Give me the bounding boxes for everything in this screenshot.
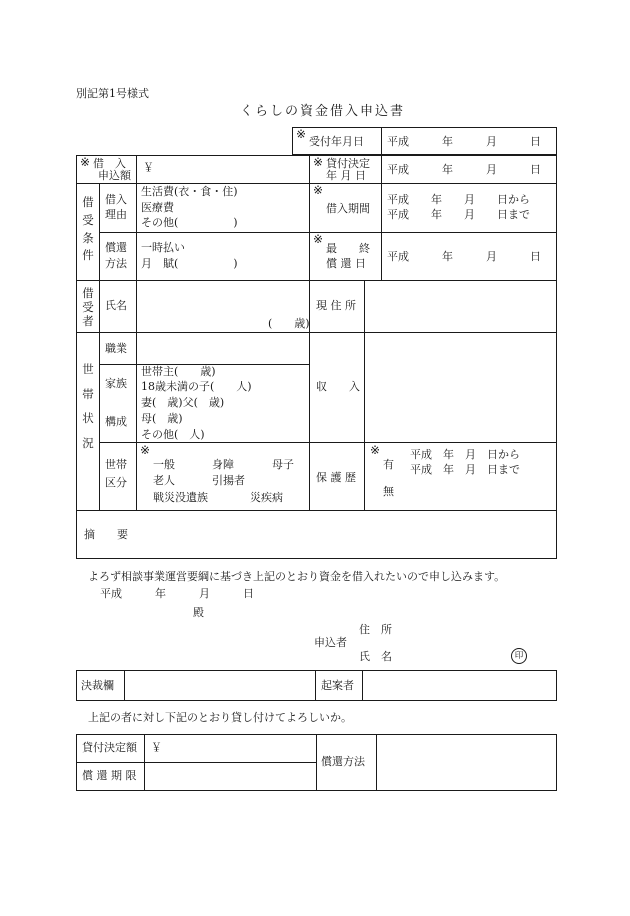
loan-note: 上記の者に対し下記のとおり貸し付けてよろしいか。 bbox=[88, 711, 352, 724]
period-label: 借入期間 bbox=[326, 202, 370, 215]
category-general: 一般 bbox=[153, 458, 175, 471]
category-disaster-illness: 災疾病 bbox=[250, 491, 283, 504]
family-line-1: 世帯主( 歳) bbox=[141, 365, 216, 378]
addressee: 殿 bbox=[193, 606, 204, 619]
decision-label-2: 年 月 日 bbox=[326, 169, 366, 182]
protection-mark: ※ bbox=[370, 443, 381, 457]
reception-date-value: 平成 年 月 日 bbox=[387, 135, 541, 148]
reception-mark: ※ bbox=[296, 127, 307, 141]
decision-date-value: 平成 年 月 日 bbox=[387, 163, 541, 176]
reason-line-3: その他( ) bbox=[141, 216, 238, 229]
period-mark: ※ bbox=[313, 183, 324, 197]
category-war-bereaved: 戦災没遺族 bbox=[153, 491, 208, 504]
applicant-name-label: 氏 名 bbox=[359, 650, 392, 663]
income-label: 収 入 bbox=[316, 380, 360, 393]
family-label-1: 家族 bbox=[105, 377, 127, 390]
repay-label-2: 方法 bbox=[105, 257, 127, 270]
final-date-value: 平成 年 月 日 bbox=[387, 250, 541, 263]
applicant-label: 申込者 bbox=[314, 636, 347, 649]
drafter-label: 起案者 bbox=[321, 679, 354, 692]
category-repatriate: 引揚者 bbox=[212, 474, 245, 487]
declaration-text: よろず相談事業運営要綱に基づき上記のとおり資金を借入れたいので申し込みます。 bbox=[88, 570, 506, 583]
age-field: ( 歳) bbox=[268, 317, 310, 330]
family-label-2: 構成 bbox=[105, 415, 127, 428]
category-label-1: 世帯 bbox=[105, 458, 127, 471]
loan-conditions-group-label: 借受条件 bbox=[82, 195, 94, 263]
loan-amount-value: ￥ bbox=[151, 741, 162, 754]
job-label: 職業 bbox=[105, 342, 127, 355]
period-line-2: 平成 年 月 日まで bbox=[387, 208, 530, 221]
loan-request-label-2: 申込額 bbox=[98, 169, 131, 182]
decision-column-label: 決裁欄 bbox=[81, 679, 114, 692]
category-mark: ※ bbox=[140, 443, 151, 457]
loan-request-amount: ￥ bbox=[143, 161, 154, 174]
reason-line-2: 医療費 bbox=[141, 201, 174, 214]
family-line-2: 18歳未満の子( 人) bbox=[141, 380, 252, 393]
decision-mark: ※ bbox=[313, 155, 324, 169]
category-single-mother: 母子 bbox=[272, 458, 294, 471]
loan-request-label-1: 借 入 bbox=[93, 157, 126, 170]
repayment-deadline-label: 償 還 期 限 bbox=[82, 769, 137, 782]
loan-request-mark: ※ bbox=[80, 155, 91, 169]
repay-line-2: 月 賦( ) bbox=[141, 257, 238, 270]
approval-box bbox=[76, 670, 557, 701]
family-line-5: その他( 人) bbox=[141, 428, 205, 441]
period-line-1: 平成 年 月 日から bbox=[387, 193, 530, 206]
protection-yes: 有 bbox=[383, 458, 394, 471]
category-elderly: 老人 bbox=[153, 474, 175, 487]
category-label-2: 区分 bbox=[105, 476, 127, 489]
applicant-address-label: 住 所 bbox=[359, 623, 392, 636]
final-mark: ※ bbox=[313, 232, 324, 246]
reason-label-2: 理由 bbox=[105, 208, 127, 221]
reason-line-1: 生活費(衣・食・住) bbox=[141, 185, 238, 198]
declaration-date: 平成 年 月 日 bbox=[100, 587, 254, 600]
protection-line-1: 平成 年 月 日から bbox=[410, 448, 520, 461]
seal-mark: 印 bbox=[511, 648, 527, 664]
repayment-method-label: 償還方法 bbox=[321, 755, 365, 768]
family-line-4: 母( 歳) bbox=[141, 412, 183, 425]
repay-label-1: 償還 bbox=[105, 241, 127, 254]
final-label-1: 最 終 bbox=[326, 242, 370, 255]
protection-label: 保 護 歴 bbox=[316, 471, 356, 484]
name-label: 氏名 bbox=[105, 299, 127, 312]
reception-date-label: 受付年月日 bbox=[309, 135, 364, 148]
protection-no: 無 bbox=[383, 485, 394, 498]
form-number: 別記第1号様式 bbox=[76, 87, 149, 100]
family-line-3: 妻( 歳)父( 歳) bbox=[141, 396, 225, 409]
reason-label-1: 借入 bbox=[105, 193, 127, 206]
summary-label: 摘 要 bbox=[84, 528, 128, 541]
household-group-label: 世帯状況 bbox=[82, 362, 94, 451]
final-label-2: 償 還 日 bbox=[326, 257, 366, 270]
decision-label-1: 貸付決定 bbox=[326, 157, 370, 170]
category-disabled: 身障 bbox=[212, 458, 234, 471]
loan-amount-label: 貸付決定額 bbox=[82, 741, 137, 754]
form-title: くらしの資金借入申込書 bbox=[240, 104, 406, 119]
repay-line-1: 一時払い bbox=[141, 241, 185, 254]
borrower-group-label: 借受者 bbox=[82, 286, 94, 328]
protection-line-2: 平成 年 月 日まで bbox=[410, 463, 520, 476]
address-label: 現 住 所 bbox=[316, 299, 356, 312]
